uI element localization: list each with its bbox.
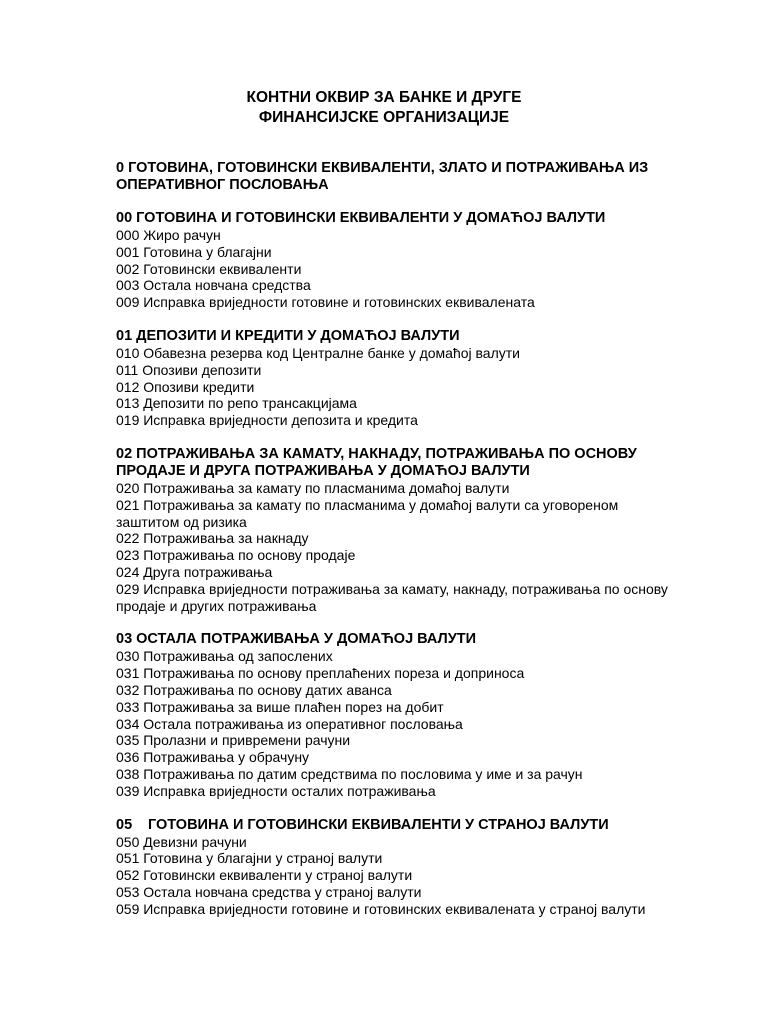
account-item: 053 Остала новчана средства у страној валути xyxy=(116,883,422,900)
account-item: 032 Потраживања по основу датих аванса xyxy=(116,681,392,698)
section-heading: 01 ДЕПОЗИТИ И КРЕДИТИ У ДОМАЋОЈ ВАЛУТИ xyxy=(116,327,460,344)
account-item: 013 Депозити по репо трансакцијама xyxy=(116,395,357,412)
section-heading: 02 ПОТРАЖИВАЊА ЗА КАМАТУ, НАКНАДУ, ПОТРАЖИВАЊА ПО ОСНОВУ ПРОДАЈЕ И ДРУГА ПОТРАЖИВАЊА У ДОМАЋОЈ ВАЛУТИ xyxy=(116,445,637,479)
account-item: 036 Потраживања у обрачуну xyxy=(116,749,310,766)
document-title xyxy=(0,88,768,128)
account-item: 023 Потраживања по основу продаје xyxy=(116,547,356,564)
account-item: 009 Исправка вриједности готовине и готовинских еквивалената xyxy=(116,294,535,311)
account-item: 059 Исправка вриједности готовине и готовинских еквивалената у страној валути xyxy=(116,900,646,917)
account-item: 024 Друга потраживања xyxy=(116,563,273,580)
account-item: 011 Опозиви депозити xyxy=(116,361,262,378)
account-item: 029 Исправка вриједности потраживања за камату, накнаду, потраживања по основу продаје и других потраживања xyxy=(116,580,668,614)
account-item: 003 Остала новчана средства xyxy=(116,277,311,294)
account-item: 050 Девизни рачуни xyxy=(116,833,247,850)
account-item: 019 Исправка вриједности депозита и кредита xyxy=(116,412,418,429)
group-02-section xyxy=(116,446,676,614)
account-item: 020 Потраживања за камату по пласманима домаћој валути xyxy=(116,479,510,496)
group-01-section xyxy=(116,328,676,429)
account-item: 031 Потраживања по основу преплаћених пореза и доприноса xyxy=(116,665,525,682)
class-heading: 0 ГОТОВИНА, ГОТОВИНСКИ ЕКВИВАЛЕНТИ, ЗЛАТО И ПОТРАЖИВАЊА ИЗ ОПЕРАТИВНОГ ПОСЛОВАЊА xyxy=(116,160,649,193)
account-item: 022 Потраживања за накнаду xyxy=(116,530,309,547)
account-item: 033 Потраживања за више плаћен порез на добит xyxy=(116,698,444,715)
account-item: 038 Потраживања по датим средствима по пословима у име и за рачун xyxy=(116,765,583,782)
account-item: 051 Готовина у благајни у страној валути xyxy=(116,850,383,867)
title-line-1: КОНТНИ ОКВИР ЗА БАНКЕ И ДРУГЕ xyxy=(246,89,522,106)
account-item: 039 Исправка вриједности осталих потраживања xyxy=(116,782,436,799)
account-item: 035 Пролазни и привремени рачуни xyxy=(116,732,351,749)
account-item: 052 Готовински еквиваленти у страној валути xyxy=(116,867,413,884)
account-item: 034 Остала потраживања из оперативног пословања xyxy=(116,715,463,732)
section-title: ГОТОВИНА И ГОТОВИНСКИ ЕКВИВАЛЕНТИ У СТРАНОЈ ВАЛУТИ xyxy=(148,816,609,833)
section-code: 05 xyxy=(116,816,133,833)
account-item: 010 Обавезна резерва код Централне банке у домаћој валути xyxy=(116,344,520,361)
group-03-section xyxy=(116,631,676,799)
account-item: 000 Жиро рачун xyxy=(116,227,221,243)
group-00-section xyxy=(116,210,676,311)
section-heading: 00 ГОТОВИНА И ГОТОВИНСКИ ЕКВИВАЛЕНТИ У ДОМАЋОЈ ВАЛУТИ xyxy=(116,210,606,226)
account-item: 002 Готовински еквиваленти xyxy=(116,260,302,277)
group-05-section xyxy=(116,817,676,918)
section-heading: 03 ОСТАЛА ПОТРАЖИВАЊА У ДОМАЋОЈ ВАЛУТИ xyxy=(116,631,477,648)
account-item: 012 Опозиви кредити xyxy=(116,378,255,395)
section-heading xyxy=(116,817,676,834)
account-item: 030 Потраживања од запослених xyxy=(116,648,333,665)
account-item: 021 Потраживања за камату по пласманима у домаћој валути са уговореном заштитом од ризика xyxy=(116,496,619,530)
class-0-section xyxy=(116,160,676,194)
account-item: 001 Готовина у благајни xyxy=(116,243,272,260)
title-line-2: ФИНАНСИЈСКЕ ОРГАНИЗАЦИЈЕ xyxy=(258,109,510,126)
document-body xyxy=(116,160,676,935)
